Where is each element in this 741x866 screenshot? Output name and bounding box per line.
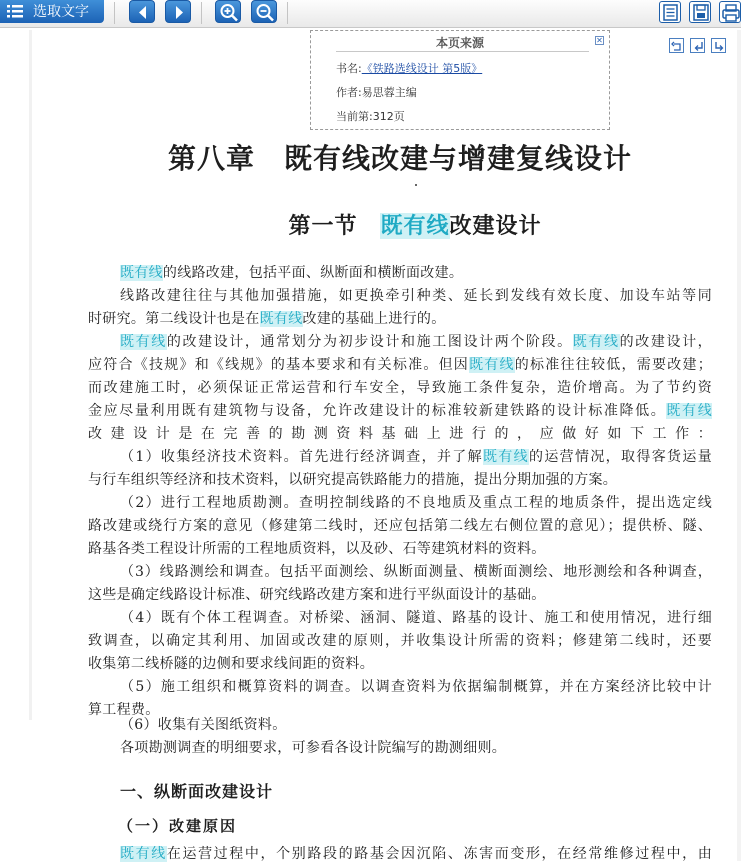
text-run: 而改建施工时，必须保证正常运营和行车安全，导致施工条件复杂，造价增高。为了节约资	[88, 380, 712, 396]
body-line	[120, 607, 712, 630]
chapter-title: 第八章 既有线改建与增建复线设计	[167, 142, 632, 175]
text-run: 致调查，以确定其利用、加固或改建的原则，并收集设计所需的资料；修建第二线时，还要	[88, 633, 712, 649]
book-row	[336, 60, 482, 76]
body-line	[88, 538, 712, 561]
single-page-icon	[660, 2, 682, 24]
body-line	[120, 492, 712, 515]
select-text-button[interactable]	[0, 0, 104, 23]
text-run: 算工程费。	[88, 702, 160, 718]
list-icon	[7, 5, 23, 18]
select-text-label: 选取文字	[33, 3, 89, 19]
close-icon[interactable]: ✕	[596, 36, 603, 45]
next-page-icon	[166, 1, 192, 24]
highlighted-term: 既有线	[259, 311, 303, 327]
page-label: 当前第:	[336, 110, 373, 123]
zoom-in-icon	[216, 1, 242, 24]
scrollbar-track[interactable]	[737, 30, 741, 861]
page-source-popup	[310, 30, 610, 130]
highlighted-term: 既有线	[120, 846, 167, 862]
body-line	[88, 308, 712, 331]
author-row	[336, 84, 417, 100]
save-icon	[690, 2, 712, 24]
body-line	[88, 377, 712, 400]
heading-level-2: （一）改建原因	[118, 817, 238, 835]
rotate-icon	[670, 39, 685, 54]
text-run: 的线路改建，包括平面、纵断面和横断面改建。	[162, 265, 464, 281]
corner-arrow-left-icon	[691, 39, 706, 54]
section-title-suffix: 改建设计	[449, 213, 542, 239]
author-name: 易思蓉主编	[361, 86, 417, 99]
fit-width-button[interactable]	[690, 38, 705, 53]
body-line	[120, 331, 712, 354]
text-run: （3）线路测绘和调查。包括平面测绘、纵断面测量、横断面测绘、地形测绘和各种调查，	[120, 564, 712, 580]
text-run: 改建设计是在完善的勘测资料基础上进行的，应做好如下工作：	[88, 426, 712, 442]
body-line	[120, 561, 712, 584]
text-run: （2）进行工程地质勘测。查明控制线路的不良地质及重点工程的地质条件，提出选定线	[120, 495, 712, 511]
body-line	[88, 423, 712, 446]
body-line	[88, 400, 712, 423]
highlighted-term: 既有线	[120, 265, 163, 281]
zoom-in-button[interactable]	[215, 0, 241, 23]
body-line	[88, 653, 712, 676]
text-run: 改建的基础上进行的。	[302, 311, 446, 327]
popup-title: 本页来源	[435, 36, 484, 50]
body-line	[120, 714, 712, 737]
text-run: 与行车组织等经济和技术资料，以研究提高铁路能力的措施，提出分期加强的方案。	[88, 472, 618, 488]
book-link[interactable]: 《铁路选线设计 第5版》	[361, 62, 483, 75]
highlighted-term: 既有线	[666, 403, 712, 419]
body-line	[120, 285, 712, 308]
page-row	[336, 108, 405, 124]
text-run: 应符合《技规》和《线规》的基本要求和有关标准。但因	[88, 357, 470, 373]
text-run: 时研究。第二线设计也是在	[88, 311, 260, 327]
text-run: 线路改建往往与其他加强措施，如更换牵引种类、延长到发线有效长度、加设车站等同	[120, 288, 712, 304]
fit-page-button[interactable]	[711, 38, 726, 53]
body-line	[120, 737, 712, 760]
text-run: 路改建或绕行方案的意见（修建第二线时，还应包括第二线左右侧位置的意见）；提供桥、隧、	[88, 518, 712, 534]
body-line	[88, 515, 712, 538]
print-icon	[720, 2, 741, 24]
body-line	[88, 584, 712, 607]
body-line	[120, 676, 712, 699]
popup-divider	[336, 51, 589, 52]
text-run: （4）既有个体工程调查。对桥梁、涵洞、隧道、路基的设计、施工和使用情况，进行细	[120, 610, 712, 626]
next-page-button[interactable]	[165, 0, 191, 23]
text-run: 的运营情况，取得客货运量	[529, 449, 712, 465]
body-line	[120, 446, 712, 469]
corner-arrow-right-icon	[712, 39, 727, 54]
body-line	[120, 262, 712, 285]
book-label: 书名:	[336, 62, 362, 75]
text-run: 金应尽量利用既有建筑物与设备，允许改建设计的标准较新建铁路的设计标准降低。	[88, 403, 667, 419]
save-button[interactable]	[689, 1, 711, 23]
print-button[interactable]	[719, 1, 741, 23]
prev-page-icon	[130, 1, 156, 24]
author-label: 作者:	[336, 86, 362, 99]
body-line	[88, 630, 712, 653]
prev-page-button[interactable]	[129, 0, 155, 23]
body-line	[120, 843, 712, 866]
toolbar-divider	[201, 2, 202, 24]
text-run: （5）施工组织和概算资料的调查。以调查资料为依据编制概算，并在方案经济比较中计	[120, 679, 712, 695]
text-run: 的改建设计，	[619, 334, 712, 350]
text-run: 的标准往往较低，需要改建；	[514, 357, 713, 373]
text-run: （6）收集有关图纸资料。	[120, 717, 287, 733]
body-line	[88, 354, 712, 377]
toolbar	[0, 0, 741, 28]
page-speck	[415, 184, 417, 186]
toolbar-divider	[114, 2, 115, 24]
zoom-out-icon	[252, 1, 278, 24]
text-run: 路基各类工程设计所需的工程地质资料，以及砂、石等建筑材料的资料。	[88, 541, 546, 557]
heading-level-1: 一、纵断面改建设计	[120, 782, 274, 801]
page-number: 312页	[372, 110, 405, 123]
zoom-out-button[interactable]	[251, 0, 277, 23]
single-page-button[interactable]	[659, 1, 681, 23]
toolbar-divider	[287, 2, 288, 24]
text-run: 这些是确定线路设计标准、研究线路改建方案和进行平纵面设计的基础。	[88, 587, 546, 603]
section-title-highlight: 既有线	[380, 213, 450, 239]
highlighted-term: 既有线	[572, 334, 620, 350]
text-run: 收集第二线桥隧的边侧和要求线间距的资料。	[88, 656, 374, 672]
section-title-prefix: 第一节	[288, 213, 381, 239]
highlighted-term: 既有线	[469, 357, 515, 373]
highlighted-term: 既有线	[120, 334, 167, 350]
text-run: （1）收集经济技术资料。首先进行经济调查，并了解	[120, 449, 483, 465]
section-title	[200, 209, 630, 240]
highlighted-term: 既有线	[482, 449, 529, 465]
rotate-page-button[interactable]	[669, 38, 684, 53]
text-run: 的改建设计，通常划分为初步设计和施工图设计两个阶段。	[166, 334, 573, 350]
text-run: 各项勘测调查的明细要求，可参看各设计院编写的勘测细则。	[120, 740, 507, 756]
text-run: 在运营过程中，个别路段的路基会因沉陷、冻害而变形，在经常维修过程中，由	[166, 846, 712, 862]
body-line	[88, 469, 712, 492]
